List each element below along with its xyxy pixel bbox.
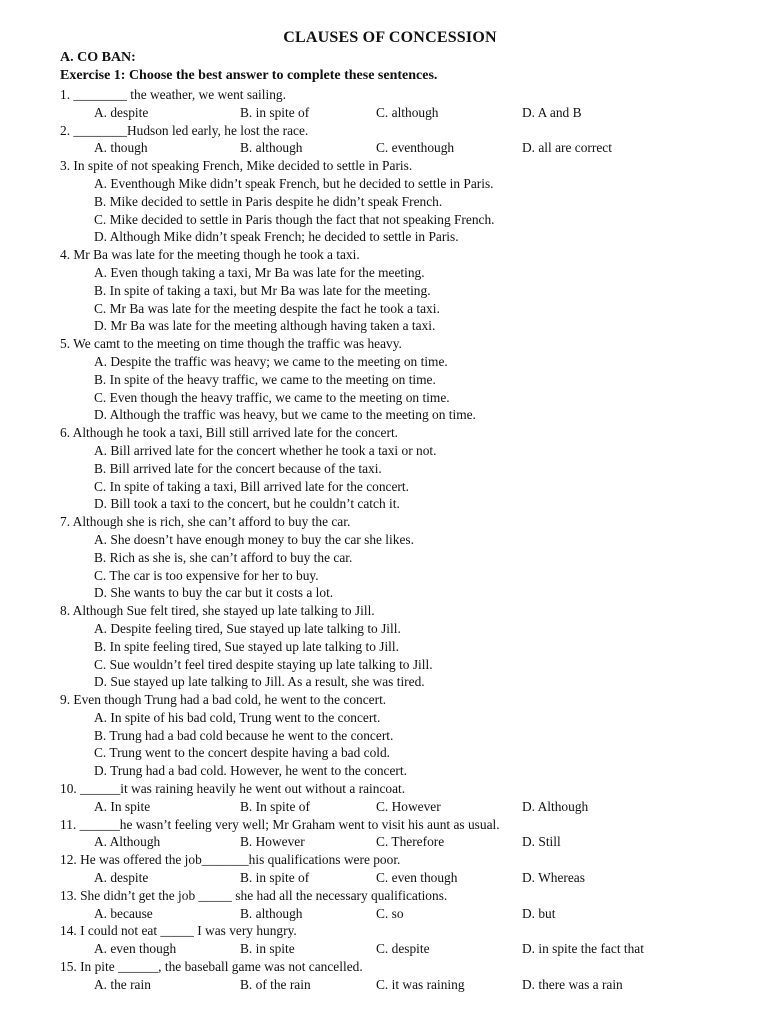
page-title: CLAUSES OF CONCESSION xyxy=(283,29,497,46)
answer-option-b: B. Rich as she is, she can’t afford to buy the car. xyxy=(94,549,353,565)
answer-option-c: C. However xyxy=(376,798,441,814)
section-heading: A. CO BAN: xyxy=(60,50,136,65)
options-row xyxy=(60,798,760,816)
answer-option-d: D. Although the traffic was heavy, but we came to the meeting on time. xyxy=(94,407,476,423)
answer-option-d: D. Still xyxy=(522,834,561,850)
question-13 xyxy=(60,887,760,923)
question-stem: 15. In pite ______, the baseball game was not cancelled. xyxy=(60,959,363,975)
answer-option-b: B. In spite of xyxy=(240,798,310,814)
answer-option-a: A. In spite xyxy=(94,798,151,814)
answer-option-a: A. Eventhough Mike didn’t speak French, but he decided to settle in Paris. xyxy=(94,175,494,191)
question-12 xyxy=(60,851,760,887)
question-15 xyxy=(60,958,760,994)
answer-option-c: C. it was raining xyxy=(376,976,465,992)
answer-option-c: C. Even though the heavy traffic, we came to the meeting on time. xyxy=(94,389,450,405)
answer-option-b: B. although xyxy=(240,140,303,156)
question-stem: 13. She didn’t get the job _____ she had all the necessary qualifications. xyxy=(60,887,448,903)
question-stem: 5. We camt to the meeting on time though the traffic was heavy. xyxy=(60,336,402,352)
answer-option-d: D. there was a rain xyxy=(522,976,623,992)
answer-option-d: D. but xyxy=(522,905,556,921)
answer-option-b: B. However xyxy=(240,834,305,850)
answer-option-c: C. although xyxy=(376,104,439,120)
answer-option-b: B. Trung had a bad cold because he went to the concert. xyxy=(94,727,394,743)
question-9 xyxy=(60,691,760,780)
question-stem: 10. ______it was raining heavily he went out without a raincoat. xyxy=(60,781,406,797)
answer-option-a: A. Despite feeling tired, Sue stayed up late talking to Jill. xyxy=(94,620,401,636)
answer-option-d: D. in spite the fact that xyxy=(522,941,644,957)
options-row xyxy=(60,976,760,994)
answer-option-b: B. Mike decided to settle in Paris despite he didn’t speak French. xyxy=(94,193,443,209)
answer-option-c: C. eventhough xyxy=(376,140,455,156)
answer-option-c: C. Mike decided to settle in Paris though the fact that not speaking French. xyxy=(94,211,495,227)
options-row xyxy=(60,940,760,958)
answer-option-c: C. In spite of taking a taxi, Bill arrived late for the concert. xyxy=(94,478,409,494)
options-row xyxy=(60,104,760,122)
question-11 xyxy=(60,816,760,852)
question-stem: 6. Although he took a taxi, Bill still arrived late for the concert. xyxy=(60,425,399,441)
question-4 xyxy=(60,246,760,335)
answer-option-d: D. Although xyxy=(522,798,589,814)
question-stem: 7. Although she is rich, she can’t afford to buy the car. xyxy=(60,514,351,530)
answer-option-d: D. Mr Ba was late for the meeting although having taken a taxi. xyxy=(94,318,436,334)
question-7 xyxy=(60,513,760,602)
answer-option-a: A. In spite of his bad cold, Trung went to the concert. xyxy=(94,709,381,725)
answer-option-b: B. in spite of xyxy=(240,870,310,886)
answer-option-a: A. despite xyxy=(94,104,149,120)
answer-option-b: B. although xyxy=(240,905,303,921)
answer-option-c: C. even though xyxy=(376,870,458,886)
question-stem: 11. ______he wasn’t feeling very well; Mr Graham went to visit his aunt as usual. xyxy=(60,816,500,832)
answer-option-c: C. Trung went to the concert despite having a bad cold. xyxy=(94,745,391,761)
question-stem: 12. He was offered the job_______his qualifications were poor. xyxy=(60,852,401,868)
answer-option-c: C. Mr Ba was late for the meeting despite the fact he took a taxi. xyxy=(94,300,440,316)
answer-option-c: C. despite xyxy=(376,941,430,957)
answer-option-a: A. Although xyxy=(94,834,161,850)
answer-option-d: D. Whereas xyxy=(522,870,585,886)
answer-option-b: B. of the rain xyxy=(240,976,311,992)
question-2 xyxy=(60,122,760,158)
answer-option-c: C. so xyxy=(376,905,404,921)
options-row xyxy=(60,905,760,923)
answer-option-a: A. Despite the traffic was heavy; we came to the meeting on time. xyxy=(94,353,448,369)
answer-option-a: A. despite xyxy=(94,870,149,886)
answer-option-b: B. In spite of the heavy traffic, we came to the meeting on time. xyxy=(94,371,436,387)
question-stem: 3. In spite of not speaking French, Mike decided to settle in Paris. xyxy=(60,158,413,174)
answer-option-c: C. Therefore xyxy=(376,834,445,850)
answer-option-a: A. Bill arrived late for the concert whether he took a taxi or not. xyxy=(94,442,437,458)
answer-option-d: D. Although Mike didn’t speak French; he decided to settle in Paris. xyxy=(94,229,459,245)
question-stem: 1. ________ the weather, we went sailing. xyxy=(60,87,286,102)
options-row xyxy=(60,139,760,157)
question-8 xyxy=(60,602,760,691)
question-stem: 8. Although Sue felt tired, she stayed up late talking to Jill. xyxy=(60,603,375,619)
answer-option-d: D. Trung had a bad cold. However, he went to the concert. xyxy=(94,763,407,779)
answer-option-d: D. She wants to buy the car but it costs a lot. xyxy=(94,585,334,601)
answer-option-b: B. In spite feeling tired, Sue stayed up late talking to Jill. xyxy=(94,638,399,654)
answer-option-d: D. A and B xyxy=(522,104,582,120)
question-3 xyxy=(60,157,760,246)
answer-option-d: D. Bill took a taxi to the concert, but he couldn’t catch it. xyxy=(94,496,400,512)
answer-option-d: D. Sue stayed up late talking to Jill. As a result, she was tired. xyxy=(94,674,425,690)
answer-option-d: D. all are correct xyxy=(522,140,612,156)
answer-option-a: A. because xyxy=(94,905,153,921)
answer-option-b: B. in spite of xyxy=(240,104,310,120)
answer-option-a: A. even though xyxy=(94,941,177,957)
question-6 xyxy=(60,424,760,513)
exercise-instructions: Exercise 1: Choose the best answer to complete these sentences. xyxy=(60,68,438,83)
answer-option-a: A. the rain xyxy=(94,976,151,992)
options-row xyxy=(60,833,760,851)
answer-option-b: B. In spite of taking a taxi, but Mr Ba was late for the meeting. xyxy=(94,282,431,298)
question-10 xyxy=(60,780,760,816)
question-stem: 9. Even though Trung had a bad cold, he went to the concert. xyxy=(60,692,387,708)
answer-option-b: B. in spite xyxy=(240,941,295,957)
answer-option-b: B. Bill arrived late for the concert because of the taxi. xyxy=(94,460,382,476)
answer-option-c: C. Sue wouldn’t feel tired despite staying up late talking to Jill. xyxy=(94,656,433,672)
question-1 xyxy=(60,86,760,122)
answer-option-a: A. though xyxy=(94,140,148,156)
question-14 xyxy=(60,922,760,958)
question-stem: 2. ________Hudson led early, he lost the race. xyxy=(60,122,309,138)
question-stem: 4. Mr Ba was late for the meeting though he took a taxi. xyxy=(60,247,360,263)
question-5 xyxy=(60,335,760,424)
answer-option-a: A. She doesn’t have enough money to buy the car she likes. xyxy=(94,531,414,547)
answer-option-a: A. Even though taking a taxi, Mr Ba was late for the meeting. xyxy=(94,264,425,280)
question-list xyxy=(60,86,760,994)
options-row xyxy=(60,869,760,887)
answer-option-c: C. The car is too expensive for her to buy. xyxy=(94,567,319,583)
question-stem: 14. I could not eat _____ I was very hungry. xyxy=(60,923,297,939)
